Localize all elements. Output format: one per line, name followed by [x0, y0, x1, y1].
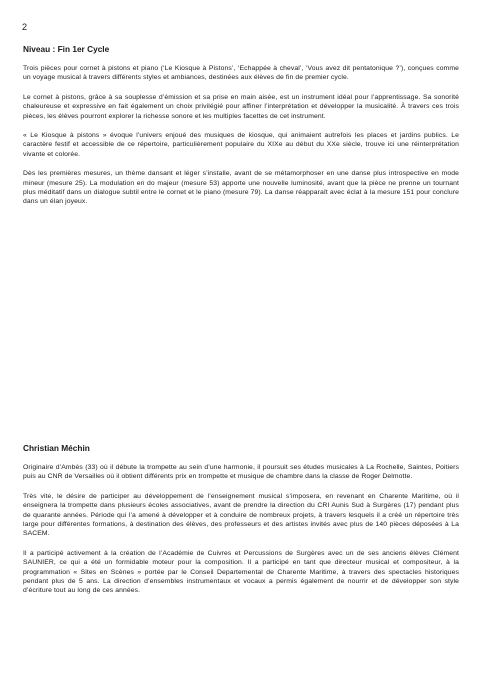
- level-heading: Niveau : Fin 1er Cycle: [23, 44, 110, 54]
- bio-paragraph-3: Il a participé activement à la création de l’Académie de Cuivres et Percussions de Surgères avec un de ses anciens élèves Clément SAUNIER, ce qui a été un formidable moteur pour la composition. Il a participé en tant que directeur musical et compositeur, à la programmation « Sites en Scènes » portée par le Conseil Departemental de Charente Maritime, à travers des spectacles historiques pendant plus de 5 ans. La direction d’ensembles instrumentaux et vocaux a permis également de nourrir et de développer son style d’écriture tout au long de ces années.: [23, 549, 459, 595]
- work-paragraph-4: Dès les premières mesures, un thème dansant et léger s’installe, avant de se métamorphoser en une danse plus introspective en mode mineur (mesure 25). La modulation en do majeur (mesure 53) apporte une nouvelle luminosité, avant que la pièce ne prenne un tournant plus méditatif dans un dialogue subtil entre le cornet et le piano (mesure 79). La danse réapparaît avec éclat à la mesure 151 pour conclure dans un élan joyeux.: [23, 170, 459, 206]
- work-description-section: [23, 44, 459, 217]
- page-number: 2: [22, 22, 28, 32]
- composer-name-heading: Christian Méchin: [23, 443, 90, 453]
- bio-paragraph-2: Très vite, le désire de participer au développement de l’enseignement musical s’imposera, en revenant en Charente Maritime, où il enseignera la trompette dans plusieurs écoles associatives, avant de prendre la direction du CRI Aunis Sud à Surgères (17) pendant plus de quarante années. Période qui l’a amené à développer et à conduire de nombreux projets, à travers lesquels il a créé un répertoire très large pour différentes formations, à destination des élèves, des professeurs et des artistes invités avec plus de 140 pièces déposées à La SACEM.: [23, 492, 459, 538]
- bio-paragraph-1: Originaire d’Ambès (33) où il débute la trompette au sein d’une harmonie, il poursuit ses études musicales à La Rochelle, Saintes, Poitiers puis au CNR de Versailles où il obtient différents prix en trompette et musique de chambre dans la classe de Roger Delmotte.: [23, 464, 459, 481]
- work-paragraph-1: Trois pièces pour cornet à pistons et piano (‘Le Kiosque à Pistons’, ‘Echappée à cheval’, ‘Vous avez dit pentatonique ?’), conçues comme un voyage musical à travers différents styles et ambiances, destinées aux élèves de fin de premier cycle.: [23, 65, 459, 82]
- composer-biography-section: [23, 443, 459, 606]
- work-paragraph-2: Le cornet à pistons, grâce à sa souplesse d’émission et sa prise en main aisée, est un instrument idéal pour l’apprentissage. Sa sonorité chaleureuse et expressive en fait également un choix privilégié pour affiner l’interprétation et développer la musicalité. À travers ces trois pièces, les élèves pourront explorer la richesse sonore et les multiples facettes de cet instrument.: [23, 93, 459, 120]
- work-paragraph-3: « Le Kiosque à pistons » évoque l’univers enjoué des musiques de kiosque, qui animaient autrefois les places et jardins publics. Le caractère festif et accessible de ce répertoire, particulièrement populaire du XIXe au début du XXe siècle, trouve ici une réinterprétation vivante et colorée.: [23, 132, 459, 158]
